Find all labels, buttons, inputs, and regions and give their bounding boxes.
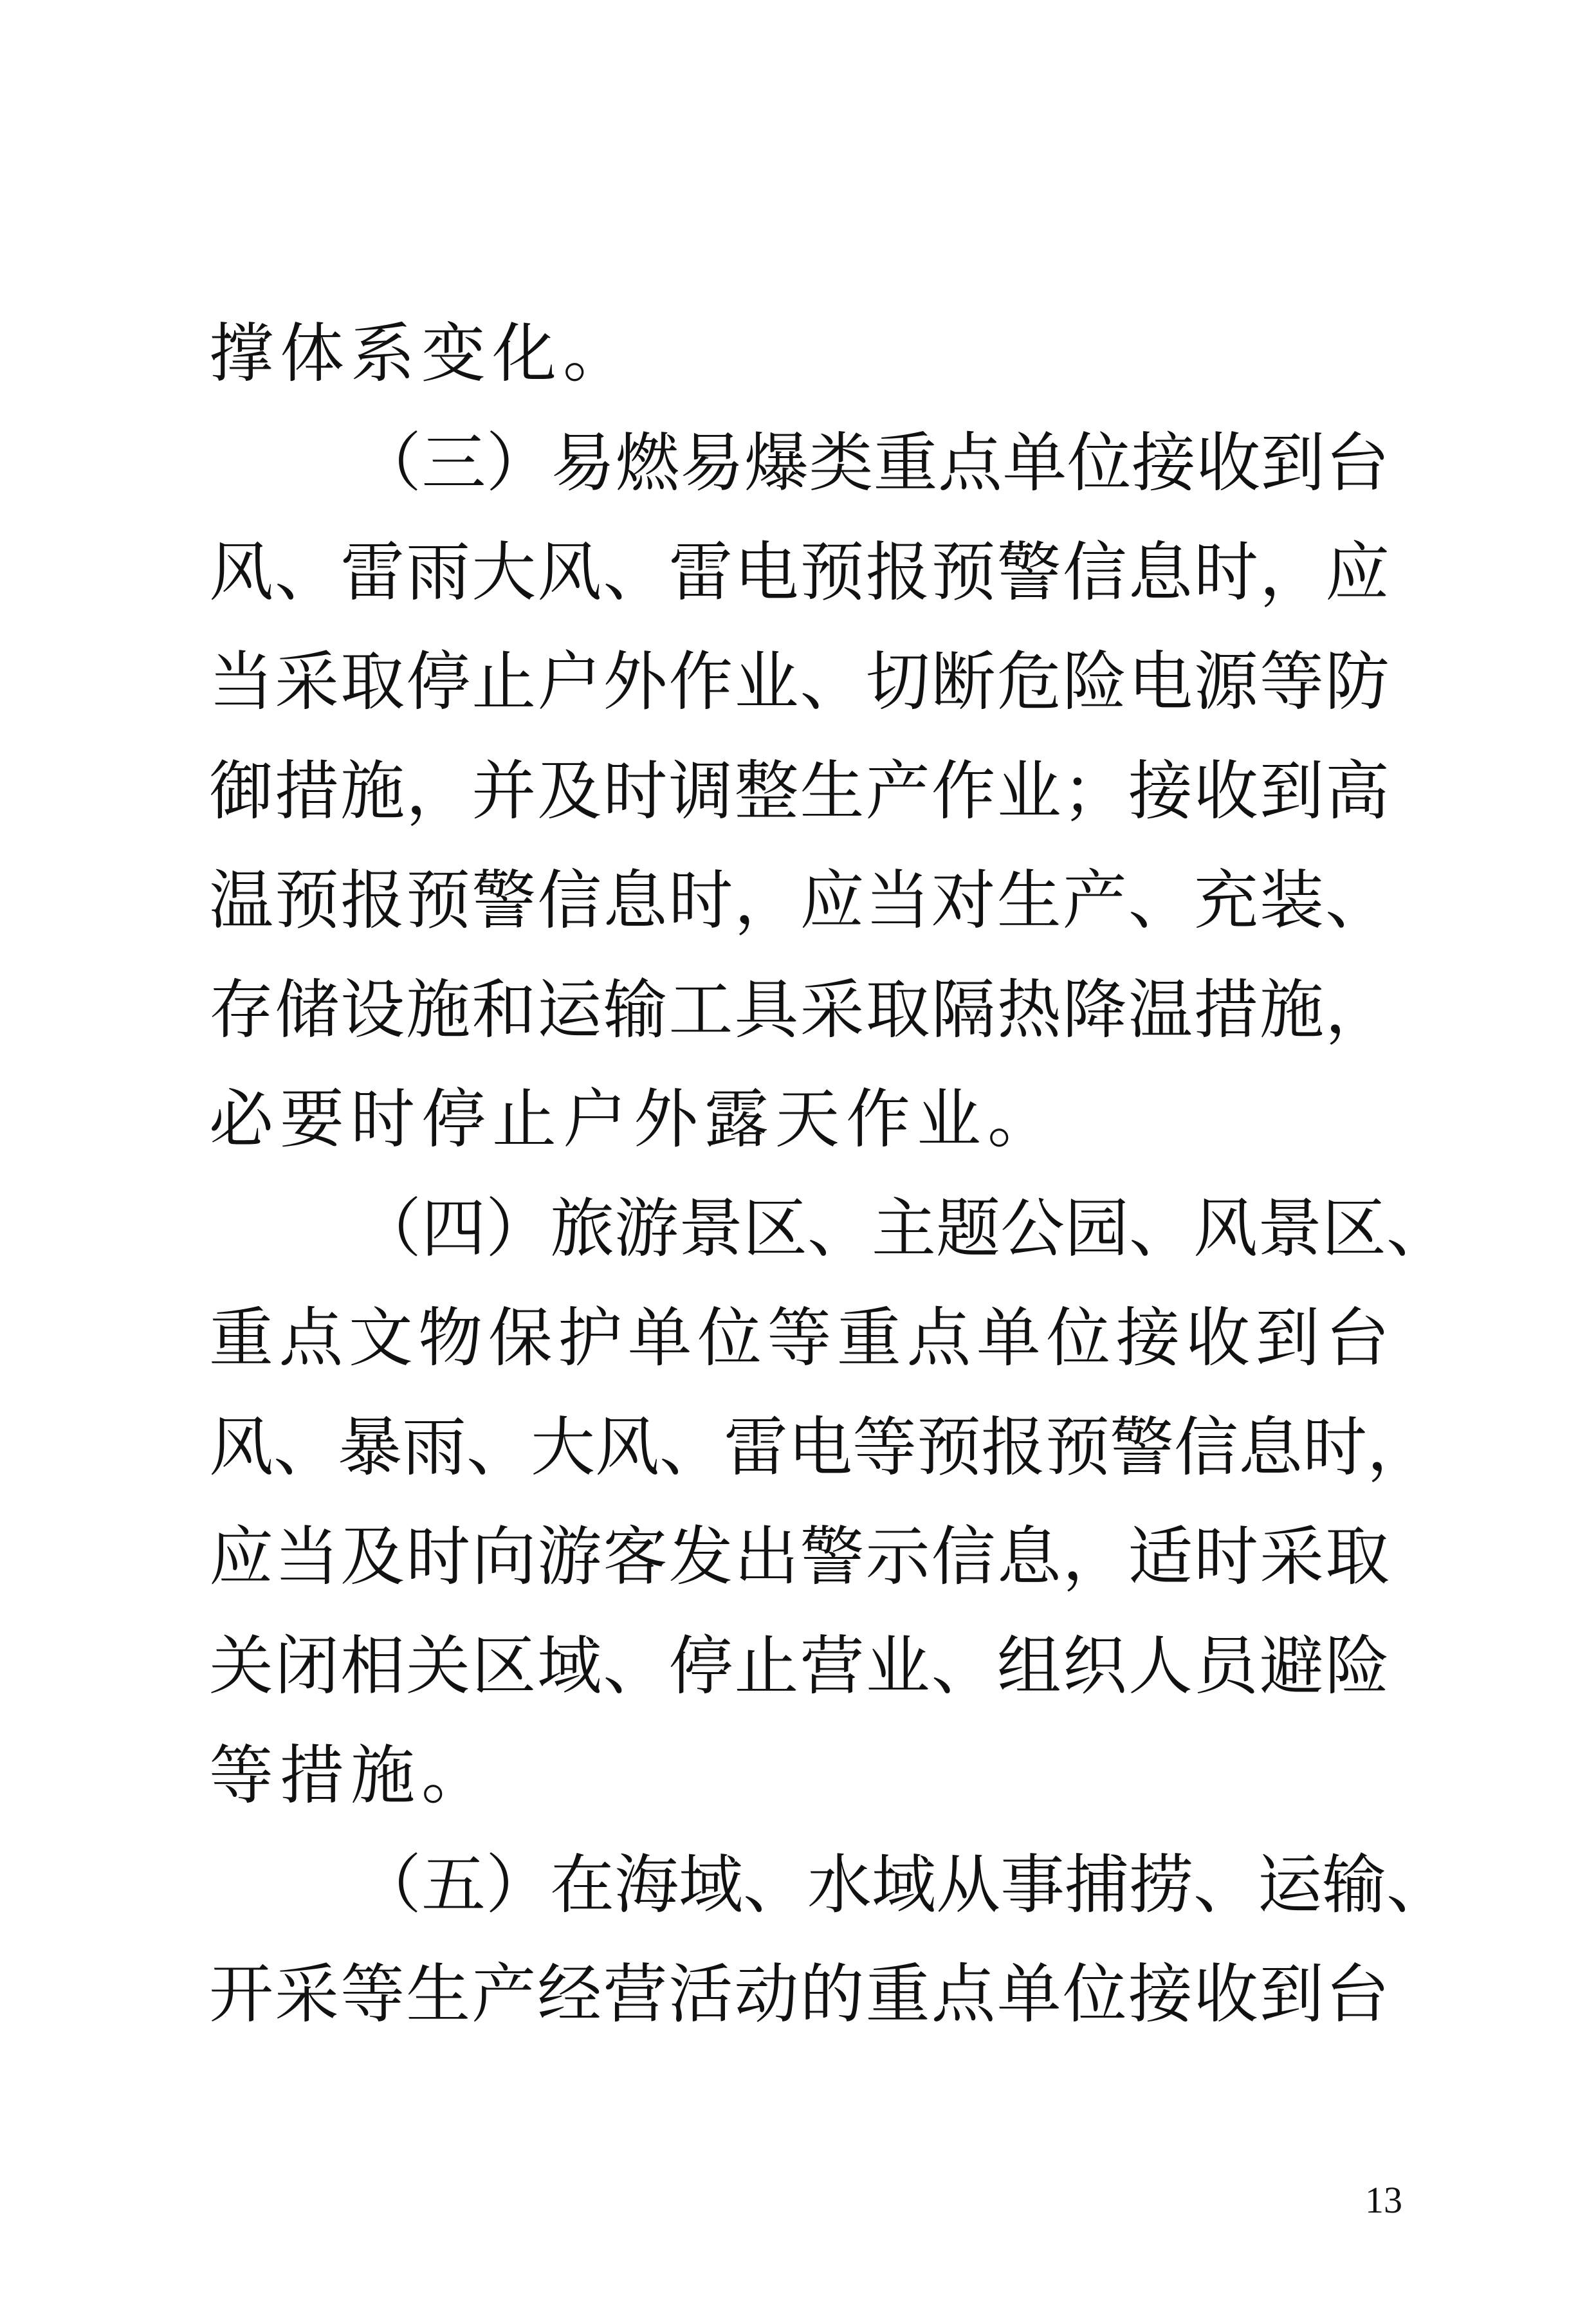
text-line-16: 开采等生产经营活动的重点单位接收到台 <box>209 1956 1390 2032</box>
text-line-3: 风、雷雨大风、雷电预报预警信息时，应 <box>209 535 1390 610</box>
text-line-10: 重点文物保护单位等重点单位接收到台 <box>209 1300 1390 1376</box>
text-line-14: 等措施。 <box>209 1738 492 1813</box>
text-line-5: 御措施，并及时调整生产作业；接收到高 <box>209 753 1390 829</box>
text-line-11: 风、暴雨、大风、雷电等预报预警信息时， <box>209 1410 1431 1485</box>
text-line-2: （三）易燃易爆类重点单位接收到台 <box>357 425 1390 501</box>
text-line-6: 温预报预警信息时，应当对生产、充装、 <box>209 863 1390 938</box>
text-line-13: 关闭相关区域、停止营业、组织人员避险 <box>209 1628 1390 1704</box>
text-line-1: 撑体系变化。 <box>209 316 634 391</box>
text-line-4: 当采取停止户外作业、切断危险电源等防 <box>209 644 1390 719</box>
text-line-7: 存储设施和运输工具采取隔热降温措施， <box>209 972 1390 1047</box>
text-line-15: （五）在海域、水域从事捕捞、运输、 <box>357 1847 1451 1922</box>
page-number: 13 <box>1365 2179 1402 2221</box>
text-line-9: （四）旅游景区、主题公园、风景区、 <box>357 1191 1451 1266</box>
text-line-8: 必要时停止户外露天作业。 <box>209 1082 1058 1157</box>
text-line-12: 应当及时向游客发出警示信息，适时采取 <box>209 1519 1390 1594</box>
